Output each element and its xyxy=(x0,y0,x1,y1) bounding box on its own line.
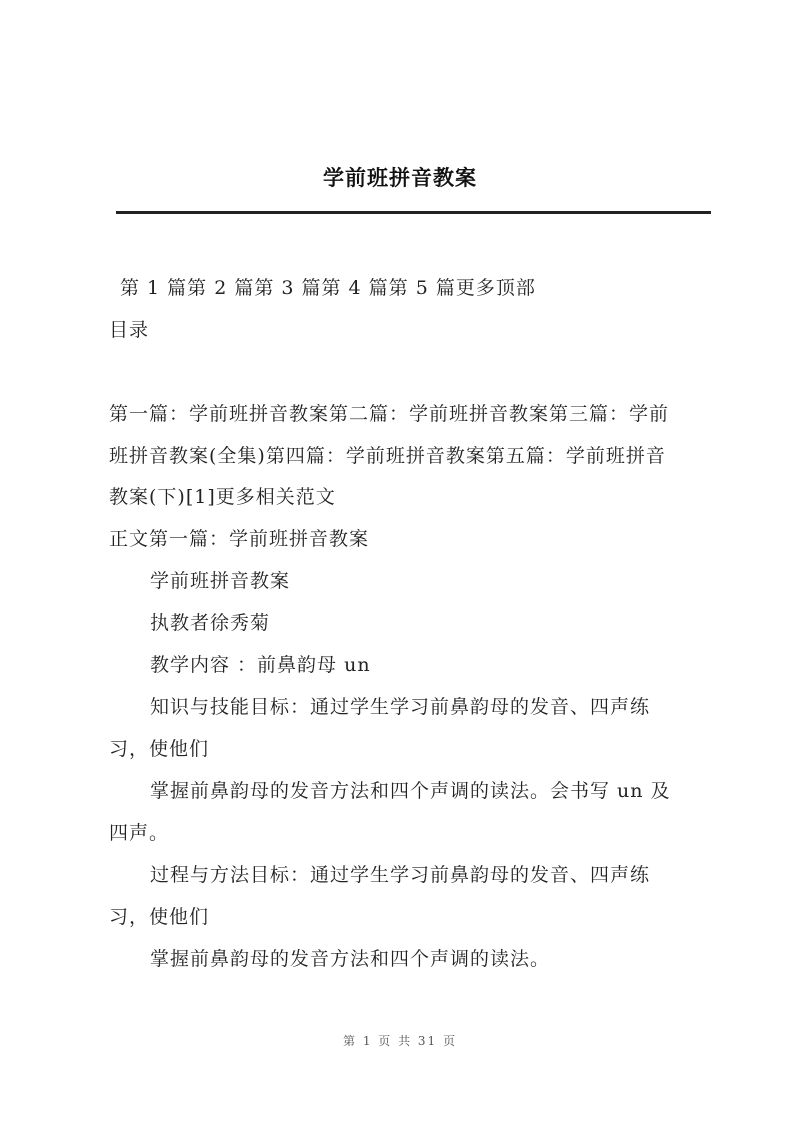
toc-heading: 目录 xyxy=(109,319,150,341)
lesson-title: 学前班拼音教案 xyxy=(150,570,291,592)
content-line: 教学内容 ：前鼻韵母 un xyxy=(150,654,371,676)
toc-line[interactable]: 第一篇：学前班拼音教案第二篇：学前班拼音教案第三篇：学前 xyxy=(109,403,670,425)
paragraph-line: 过程与方法目标：通过学生学习前鼻韵母的发音、四声练 xyxy=(150,864,651,886)
paragraph-line: 习，使他们 xyxy=(109,738,210,760)
teacher-line: 执教者徐秀菊 xyxy=(150,612,271,634)
section-nav-links[interactable]: 第 1 篇第 2 篇第 3 篇第 4 篇第 5 篇更多顶部 xyxy=(120,277,536,299)
paragraph-line: 习，使他们 xyxy=(109,906,210,928)
section-heading: 正文第一篇：学前班拼音教案 xyxy=(109,528,370,550)
title-divider xyxy=(116,211,711,214)
toc-line[interactable]: 教案(下)[1]更多相关范文 xyxy=(109,486,336,508)
paragraph-line: 四声。 xyxy=(109,822,170,844)
paragraph-line: 知识与技能目标：通过学生学习前鼻韵母的发音、四声练 xyxy=(150,696,651,718)
paragraph-line: 掌握前鼻韵母的发音方法和四个声调的读法。会书写 un 及 xyxy=(150,780,671,802)
paragraph-line: 掌握前鼻韵母的发音方法和四个声调的读法。 xyxy=(150,948,551,970)
document-title: 学前班拼音教案 xyxy=(323,165,477,190)
toc-line[interactable]: 班拼音教案(全集)第四篇：学前班拼音教案第五篇：学前班拼音 xyxy=(109,445,666,467)
page-footer: 第 1 页 共 31 页 xyxy=(343,1034,457,1048)
